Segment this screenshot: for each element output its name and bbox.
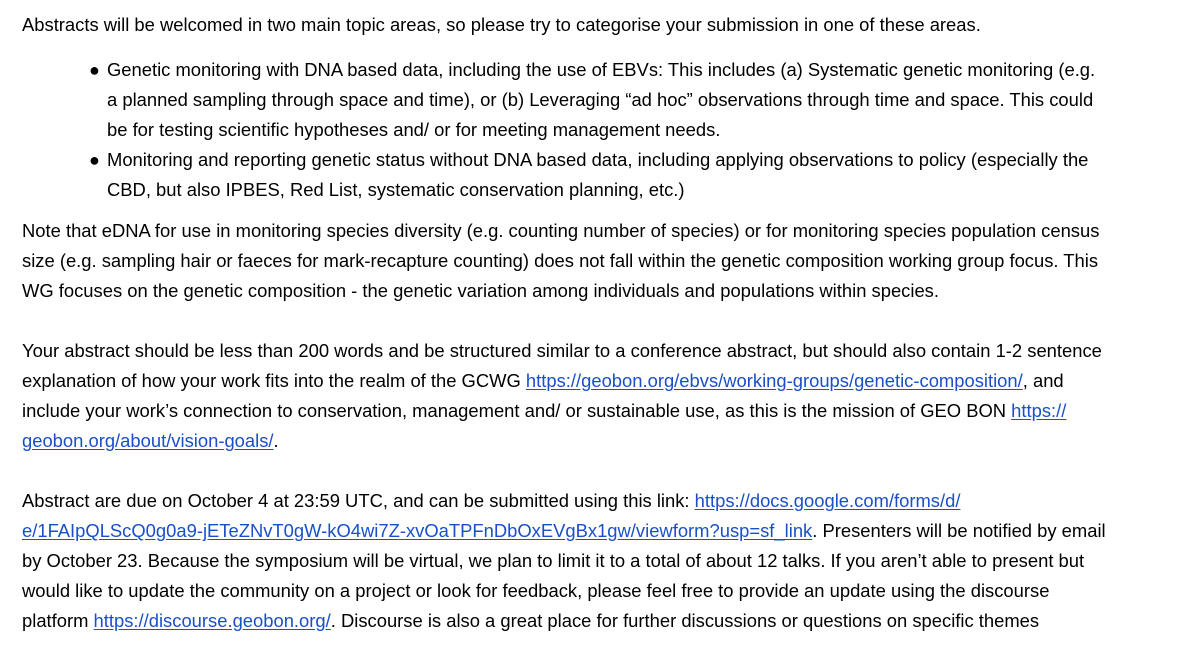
bullet-icon: ● bbox=[89, 150, 100, 170]
guidelines-line-3 bbox=[22, 396, 1194, 426]
guidelines-text: . bbox=[273, 430, 279, 451]
note-line-2: size (e.g. sampling hair or faeces for mark-recapture counting) does not fall within the genetic composition working group focus. This bbox=[22, 250, 1099, 271]
guidelines-text: include your work’s connection to conservation, management and/ or sustainable use, as this is the mission of GEO BON bbox=[22, 400, 1012, 421]
abstract-guidelines-paragraph bbox=[22, 336, 1194, 456]
deadline-text: Abstract are due on October 4 at 23:59 UTC, and can be submitted using this link: bbox=[22, 490, 695, 511]
guidelines-text: , and bbox=[1022, 370, 1064, 391]
deadline-line-4: would like to update the community on a project or look for feedback, please feel free to provide an update using the discourse bbox=[22, 580, 1050, 601]
guidelines-line-2 bbox=[22, 366, 1194, 396]
topic-2-line-1: Monitoring and reporting genetic status without DNA based data, including applying observations to policy (especially the bbox=[107, 149, 1089, 170]
list-item bbox=[22, 145, 1194, 205]
edna-note-paragraph bbox=[22, 216, 1194, 306]
note-line-1: Note that eDNA for use in monitoring species diversity (e.g. counting number of species) or for monitoring species population census bbox=[22, 220, 1100, 241]
deadline-line-2 bbox=[22, 516, 1194, 546]
deadline-text: . Discourse is also a great place for further discussions or questions on specific themes bbox=[330, 610, 1040, 631]
topic-1-line-2: a planned sampling through space and time), or (b) Leveraging “ad hoc” observations through time and space. This could bbox=[107, 89, 1094, 110]
deadline-text: platform bbox=[22, 610, 94, 631]
deadline-line-1 bbox=[22, 486, 1194, 516]
intro-paragraph bbox=[22, 10, 1194, 40]
deadline-text: . Presenters will be notified by email bbox=[812, 520, 1106, 541]
submission-form-link-start[interactable]: https://docs.google.com/forms/d/ bbox=[694, 490, 961, 511]
guidelines-line-1: Your abstract should be less than 200 words and be structured similar to a conference abstract, but should also contain 1-2 sentence bbox=[22, 340, 1102, 361]
topic-1-line-3: be for testing scientific hypotheses and/ or for meeting management needs. bbox=[107, 119, 721, 140]
gcwg-link[interactable]: https://geobon.org/ebvs/working-groups/genetic-composition/ bbox=[525, 370, 1023, 391]
topic-2-line-2: CBD, but also IPBES, Red List, systematic conservation planning, etc.) bbox=[107, 179, 685, 200]
topic-areas-list bbox=[22, 55, 1194, 205]
document-body bbox=[22, 10, 1194, 636]
vision-goals-link-start[interactable]: https:// bbox=[1011, 400, 1067, 421]
submission-form-link[interactable]: e/1FAIpQLScQ0g0a9-jETeZNvT0gW-kO4wi7Z-xvOaTPFnDbOxEVgBx1gw/viewform?usp=sf_link bbox=[22, 520, 813, 541]
vision-goals-link[interactable]: geobon.org/about/vision-goals/ bbox=[22, 430, 274, 451]
guidelines-line-4 bbox=[22, 426, 1194, 456]
guidelines-text: explanation of how your work fits into the realm of the GCWG bbox=[22, 370, 526, 391]
bullet-icon: ● bbox=[89, 60, 100, 80]
deadline-paragraph bbox=[22, 486, 1194, 636]
intro-text: Abstracts will be welcomed in two main topic areas, so please try to categorise your submission in one of these areas. bbox=[22, 14, 981, 35]
deadline-line-5 bbox=[22, 606, 1194, 636]
list-item bbox=[22, 55, 1194, 145]
discourse-link[interactable]: https://discourse.geobon.org/ bbox=[93, 610, 331, 631]
deadline-line-3: by October 23. Because the symposium will be virtual, we plan to limit it to a total of about 12 talks. If you aren’t able to present but bbox=[22, 550, 1085, 571]
note-line-3: WG focuses on the genetic composition - the genetic variation among individuals and populations within species. bbox=[22, 280, 939, 301]
topic-1-line-1: Genetic monitoring with DNA based data, including the use of EBVs: This includes (a) Systematic genetic monitoring (e.g. bbox=[107, 59, 1096, 80]
